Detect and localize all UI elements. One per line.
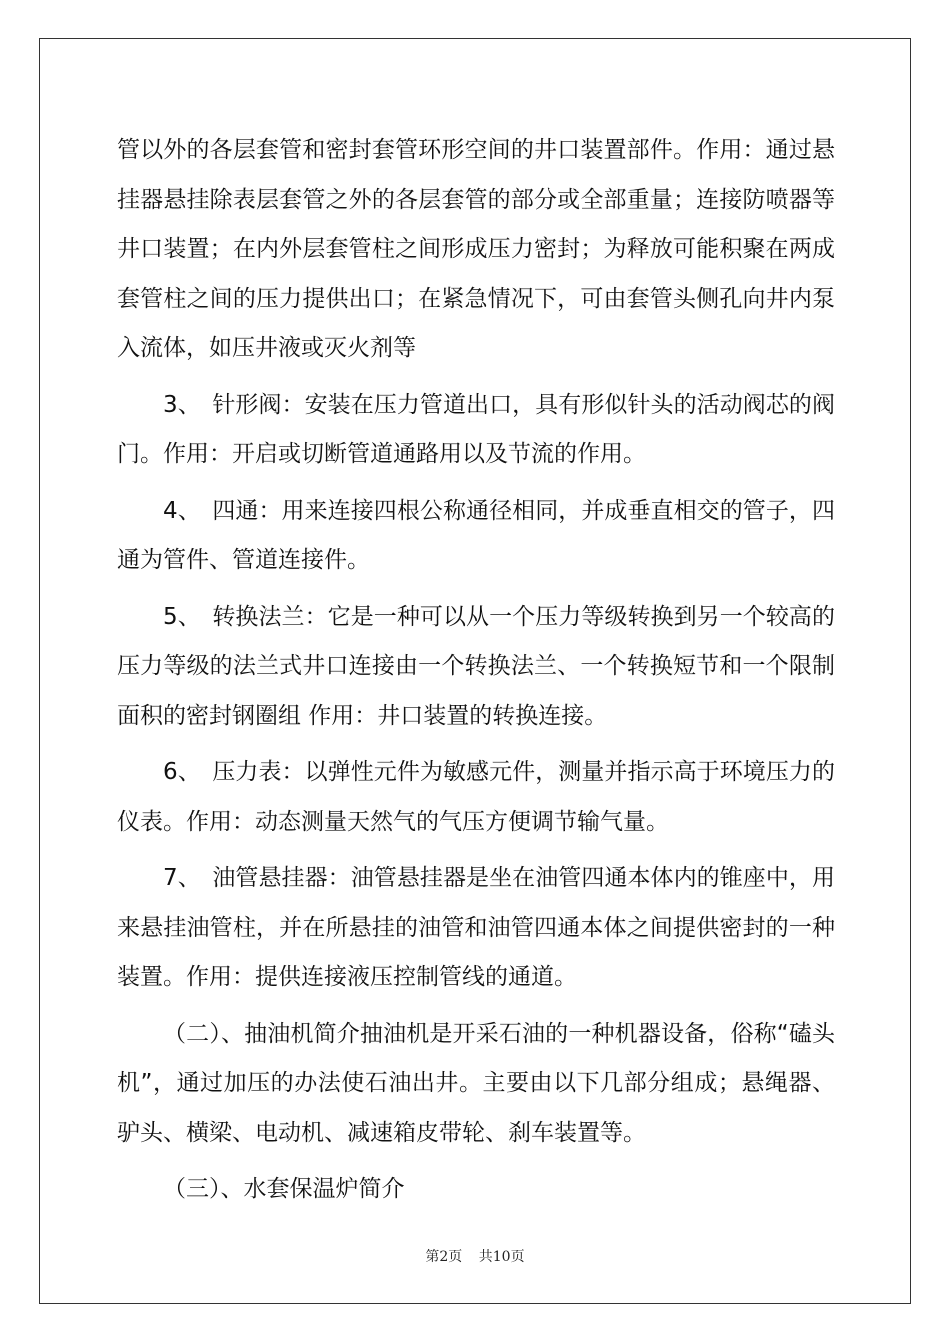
paragraph-tubing-hanger: 7、 油管悬挂器：油管悬挂器是坐在油管四通本体内的锥座中，用来悬挂油管柱，并在所悬挂的油管和油管四通本体之间提供密封的一种装置。作用：提供连接液压控制管线的通道。 bbox=[117, 865, 835, 990]
paragraph-cross: 4、 四通：用来连接四根公称通径相同，并成垂直相交的管子，四通为管件、管道连接件。 bbox=[117, 497, 835, 573]
paragraph-pressure-gauge: 6、 压力表：以弹性元件为敏感元件，测量并指示高于环境压力的仪表。作用：动态测量天然气的气压方便调节输气量。 bbox=[117, 759, 835, 835]
paragraph-needle-valve: 3、 针形阀：安装在压力管道出口，具有形似针头的活动阀芯的阀门。作用：开启或切断管道通路用以及节流的作用。 bbox=[117, 391, 835, 467]
paragraph-heater-heading: （三）、水套保温炉简介 bbox=[163, 1176, 405, 1202]
paragraph-continued: 管以外的各层套管和密封套管环形空间的井口装置部件。作用：通过悬挂器悬挂除表层套管之外的各层套管的部分或全部重量；连接防喷器等井口装置；在内外层套管柱之间形成压力密封；为释放可能积聚在两成套管柱之间的压力提供出口；在紧急情况下，可由套管头侧孔向井内泵入流体，如压井液或灭火剂等 bbox=[117, 137, 835, 361]
paragraph-pumping-unit: （二）、抽油机简介抽油机是开采石油的一种机器设备，俗称“磕头机”，通过加压的办法使石油出井。主要由以下几部分组成；悬绳器、驴头、横梁、电动机、减速箱皮带轮、刹车装置等。 bbox=[117, 1020, 835, 1146]
paragraph-adapter-flange: 5、 转换法兰：它是一种可以从一个压力等级转换到另一个较高的压力等级的法兰式井口连接由一个转换法兰、一个转换短节和一个限制面积的密封钢圈组 作用：井口装置的转换连接。 bbox=[117, 603, 835, 729]
page-footer bbox=[0, 1246, 950, 1266]
page-total: 共10页 bbox=[478, 1249, 525, 1265]
document-body bbox=[117, 126, 835, 1222]
page-number: 第2页 bbox=[425, 1249, 463, 1265]
